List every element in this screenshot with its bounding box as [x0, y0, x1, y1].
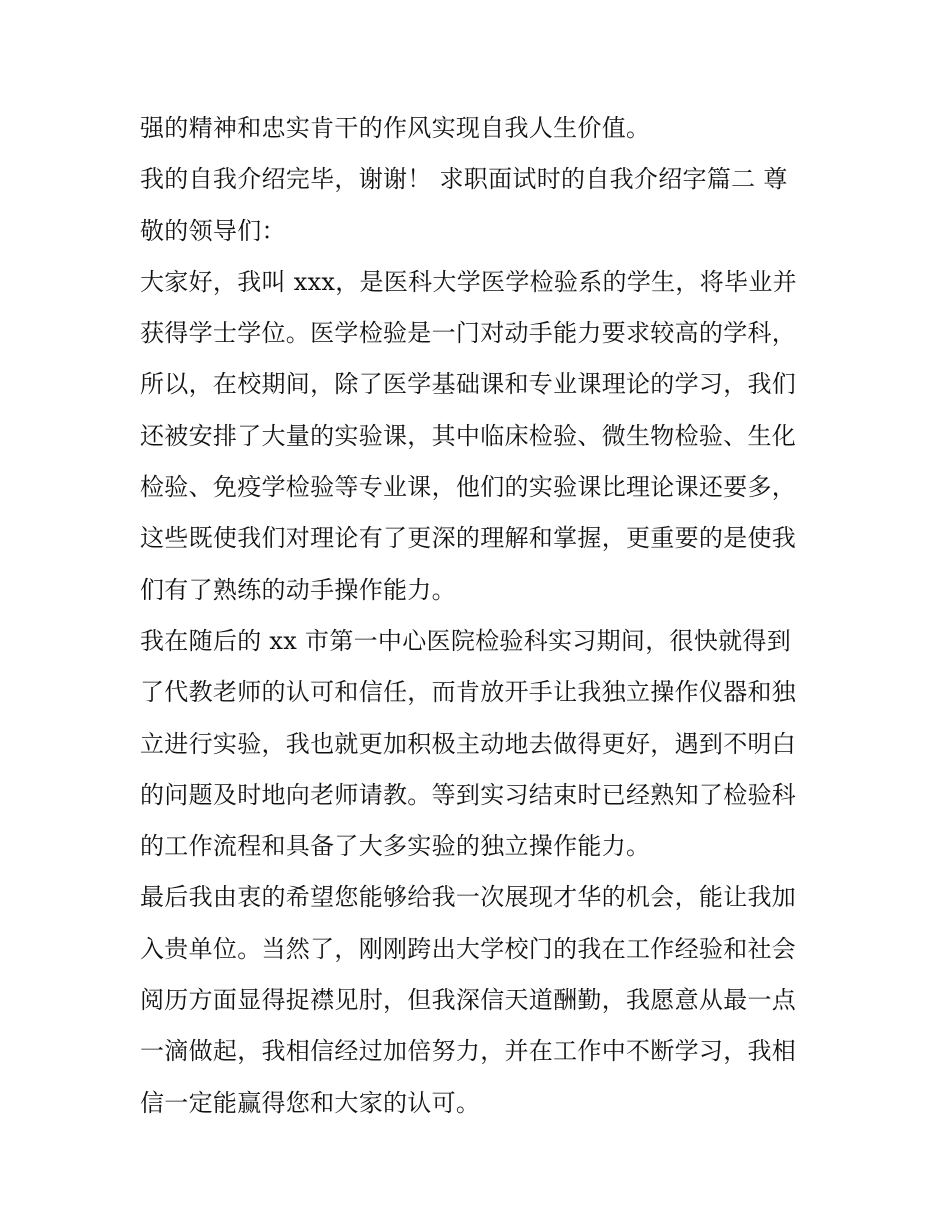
text-line: 所以，在校期间，除了医学基础课和专业课理论的学习，我们: [140, 370, 797, 399]
text-line: 立进行实验，我也就更加积极主动地去做得更好，遇到不明白: [140, 729, 797, 758]
text-line: 入贵单位。当然了，刚刚跨出大学校门的我在工作经验和社会: [140, 934, 797, 963]
text-line: 检验、免疫学检验等专业课，他们的实验课比理论课还要多，: [140, 473, 797, 502]
text-line: 了代教老师的认可和信任，而肯放开手让我独立操作仪器和独: [140, 678, 797, 707]
paragraph-introduction: [140, 257, 820, 616]
text-line: 敬的领导们：: [140, 216, 286, 245]
text-line: 们有了熟练的动手操作能力。: [140, 575, 456, 604]
text-line: 的工作流程和具备了大多实验的独立操作能力。: [140, 832, 651, 861]
text-line: 获得学士学位。医学检验是一门对动手能力要求较高的学科，: [140, 319, 797, 348]
text-line: 我的自我介绍完毕，谢谢！ 求职面试时的自我介绍字篇二 尊: [140, 165, 788, 194]
text-line: 这些既使我们对理论有了更深的理解和掌握，更重要的是使我: [140, 524, 797, 553]
text-line: 一滴做起，我相信经过加倍努力，并在工作中不断学习，我相: [140, 1037, 797, 1066]
paragraph-thanks-heading: [140, 154, 820, 257]
text-line: 阅历方面显得捉襟见肘，但我深信天道酬勤，我愿意从最一点: [140, 986, 797, 1015]
text-line: 还被安排了大量的实验课，其中临床检验、微生物检验、生化: [140, 421, 797, 450]
text-line: 最后我由衷的希望您能够给我一次展现才华的机会，能让我加: [140, 883, 797, 912]
text-line: 强的精神和忠实肯干的作风实现自我人生价值。: [140, 114, 651, 142]
paragraph-closing: [140, 103, 820, 154]
text-line: 大家好，我叫 xxx，是医科大学医学检验系的学生，将毕业并: [140, 267, 797, 296]
text-line: 的问题及时地向老师请教。等到实习结束时已经熟知了检验科: [140, 780, 797, 809]
document-body: [140, 103, 820, 1129]
text-line: 信一定能赢得您和大家的认可。: [140, 1088, 481, 1117]
text-line: 我在随后的 xx 市第一中心医院检验科实习期间，很快就得到: [140, 626, 792, 655]
paragraph-internship: [140, 616, 820, 872]
paragraph-conclusion: [140, 872, 820, 1128]
